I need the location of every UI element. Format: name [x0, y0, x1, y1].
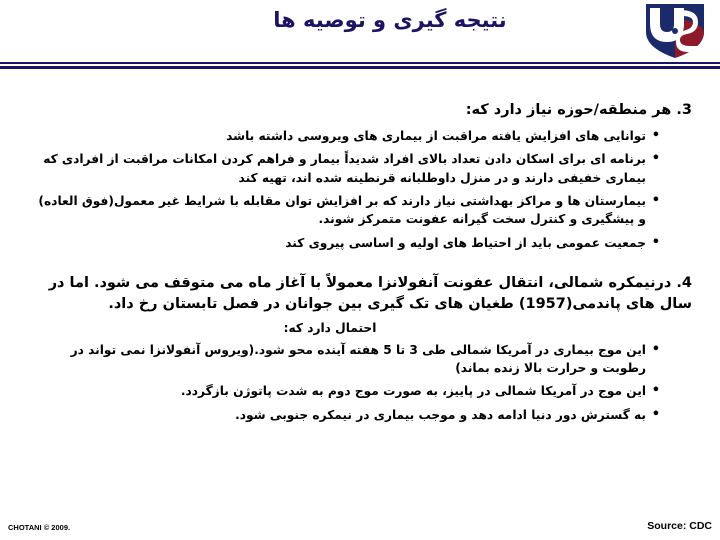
source-footer: Source: CDC [647, 520, 712, 532]
list-item: • به گسترش دور دنیا ادامه دهد و موجب بیماری در نیمکره جنوبی شود. [28, 406, 660, 424]
section-4-heading: 4. درنیمکره شمالی، انتقال عفونت آنفولانزا معمولاً با آغاز ماه می متوقف می شود. اما در سال های پاندمی(1957) طغیان های تک گیری بین جوانان در فصل تابستان رخ داد. [48, 274, 692, 312]
section-4-bullets [18, 341, 702, 424]
section-3-heading: 3. هر منطقه/حوزه نیاز دارد که: [465, 102, 692, 118]
header-divider-bottom [0, 66, 720, 69]
list-item: • این موج در آمریکا شمالی در پاییز، به صورت موج دوم به شدت پاتوژن بازگردد. [28, 382, 660, 400]
section-3 [18, 100, 702, 252]
slide-body [18, 100, 702, 429]
list-item: • جمعیت عمومی باید از احتیاط های اولیه و اساسی پیروی کند [28, 234, 660, 252]
section-4-note: احتمال دارد که: [283, 320, 377, 335]
list-item: • بیمارستان ها و مراکز بهداشتی نیاز دارند که بر افزایش توان مقابله با شرایط غیر معمول(فوق العاده) و پیشگیری و کنترل سخت گیرانه عفونت متمرکز شوند. [28, 192, 660, 229]
section-3-bullets [18, 127, 702, 252]
page-title: نتیجه گیری و توصیه ها [273, 8, 507, 32]
section-4 [18, 273, 702, 424]
section-spacer [18, 257, 702, 273]
header-divider-top [0, 62, 720, 64]
slide-header [0, 0, 720, 66]
list-item: • توانایی های افزایش یافته مراقبت از بیماری های ویروسی داشته باشد [28, 127, 660, 145]
list-item: • برنامه ای برای اسکان دادن تعداد بالای افراد شدیداً بیمار و فراهم کردن امکانات مراقبت از افرادی که بیماری خفیفی دارند و در منزل داوطلبانه قرنطینه شده اند، تهیه کند [28, 150, 660, 187]
university-logo [640, 2, 710, 60]
copyright-footer: CHOTANI © 2009. [8, 523, 71, 532]
list-item: • این موج بیماری در آمریکا شمالی طی 3 تا 5 هفته آینده محو شود.(ویروس آنفولانزا نمی تواند در رطوبت و حرارت بالا زنده بماند) [28, 341, 660, 378]
